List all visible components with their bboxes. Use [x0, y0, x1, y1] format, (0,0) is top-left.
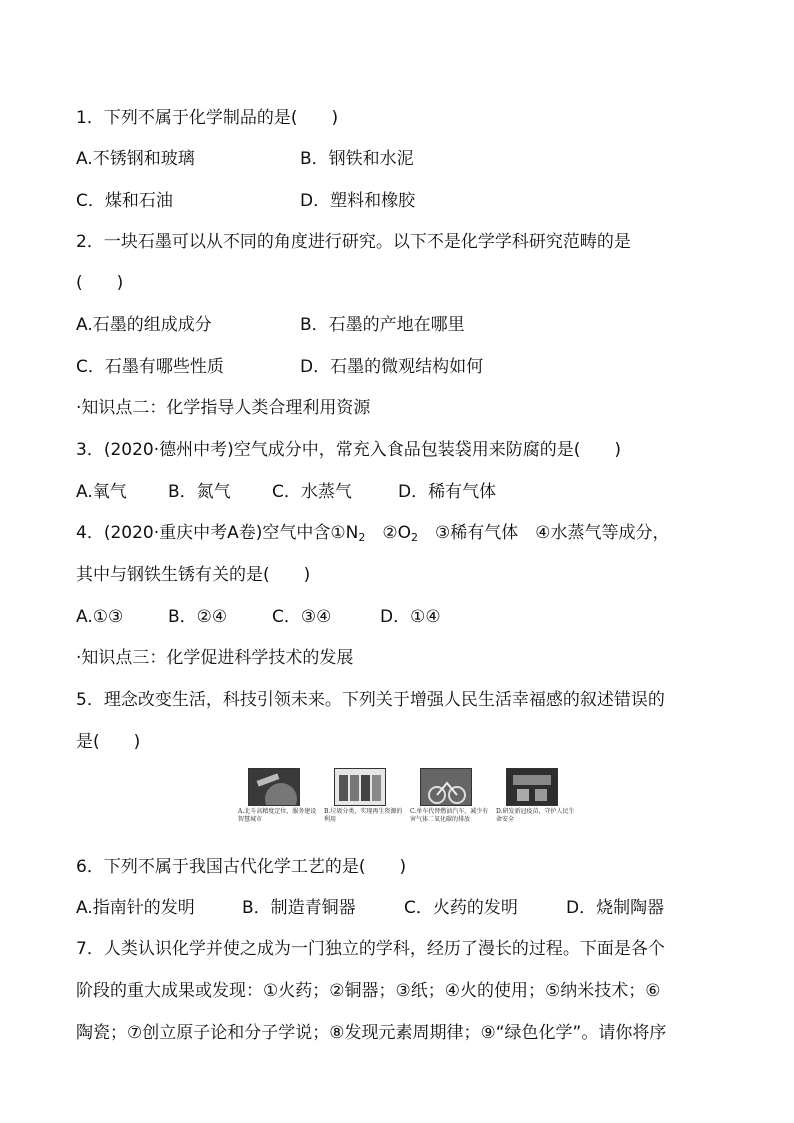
- question-3-stem: 3．(2020·德州中考)空气成分中，常充入食品包装袋用来防腐的是( ): [76, 440, 622, 460]
- question-5-stem-line2: 是( ): [76, 732, 141, 752]
- question-1-stem: 1．下列不属于化学制品的是( ): [76, 108, 339, 128]
- question-1-option-c: C．煤和石油: [76, 191, 173, 211]
- figure-c-image: [420, 768, 472, 806]
- figure-b-caption: B.垃圾分类，实现再生资源的利用: [324, 808, 403, 823]
- figure-b: [324, 768, 408, 824]
- question-5-stem-line1: 5．理念改变生活，科技引领未来。下列关于增强人民生活幸福感的叙述错误的: [76, 690, 665, 710]
- figure-a-caption: A.北斗高精度定位，服务建设智慧城市: [238, 808, 317, 823]
- question-1-option-b: B．钢铁和水泥: [300, 149, 414, 169]
- figure-d-caption: D.研发新冠疫苗，守护人民生命安全: [496, 808, 575, 823]
- figure-c: [410, 768, 494, 824]
- question-7-stem-line3: 陶瓷；⑦创立原子论和分子学说；⑧发现元素周期律；⑨“绿色化学”。请你将序: [76, 1023, 667, 1043]
- question-2-option-c: C．石墨有哪些性质: [76, 357, 224, 377]
- question-2-option-a: A.石墨的组成成分: [76, 315, 212, 335]
- figure-d-image: [506, 768, 558, 806]
- question-7-stem-line1: 7．人类认识化学并使之成为一门独立的学科，经历了漫长的过程。下面是各个: [76, 939, 665, 959]
- question-1-option-d: D．塑料和橡胶: [300, 191, 416, 211]
- question-2-option-b: B．石墨的产地在哪里: [300, 315, 465, 335]
- question-3-option-a: A.氧气: [76, 482, 127, 502]
- question-4-option-a: A.①③: [76, 607, 124, 627]
- question-4-option-c: C．③④: [272, 607, 332, 627]
- section-heading-2: ·知识点二：化学指导人类合理利用资源: [76, 398, 371, 418]
- question-1-option-a: A.不锈钢和玻璃: [76, 149, 195, 169]
- question-4-stem-line2: 其中与钢铁生锈有关的是( ): [76, 565, 311, 585]
- question-3-option-b: B．氮气: [168, 482, 231, 502]
- figure-b-image: [334, 768, 386, 806]
- figure-a: [238, 768, 322, 824]
- question-7-stem-line2: 阶段的重大成果或发现：①火药；②铜器；③纸；④火的使用；⑤纳米技术；⑥: [76, 981, 661, 1001]
- figure-d: [496, 768, 580, 824]
- question-3-option-d: D．稀有气体: [398, 482, 497, 502]
- question-6-stem: 6．下列不属于我国古代化学工艺的是( ): [76, 857, 407, 877]
- question-2-stem-line2: ( ): [76, 273, 124, 293]
- section-heading-3: ·知识点三：化学促进科学技术的发展: [76, 648, 354, 668]
- question-4-option-b: B．②④: [168, 607, 228, 627]
- question-6-option-b: B．制造青铜器: [242, 898, 356, 918]
- figure-c-caption: C.单车代替燃油汽车，减少有害气体二氧化碳的排放: [410, 808, 489, 823]
- question-2-stem-line1: 2．一块石墨可以从不同的角度进行研究。以下不是化学学科研究范畴的是: [76, 232, 631, 252]
- question-4-option-d: D．①④: [380, 607, 441, 627]
- question-6-option-d: D．烧制陶器: [566, 898, 665, 918]
- question-2-option-d: D．石墨的微观结构如何: [300, 357, 484, 377]
- figure-a-image: [248, 768, 300, 806]
- question-6-option-c: C．火药的发明: [404, 898, 518, 918]
- question-5-figures: [238, 768, 575, 838]
- question-6-option-a: A.指南针的发明: [76, 898, 195, 918]
- question-4-stem-line1: 4．(2020·重庆中考A卷)空气中含$①N_2$ $②O_2$ ③稀有气体 ④水蒸气等成分，: [76, 523, 670, 544]
- question-3-option-c: C．水蒸气: [272, 482, 352, 502]
